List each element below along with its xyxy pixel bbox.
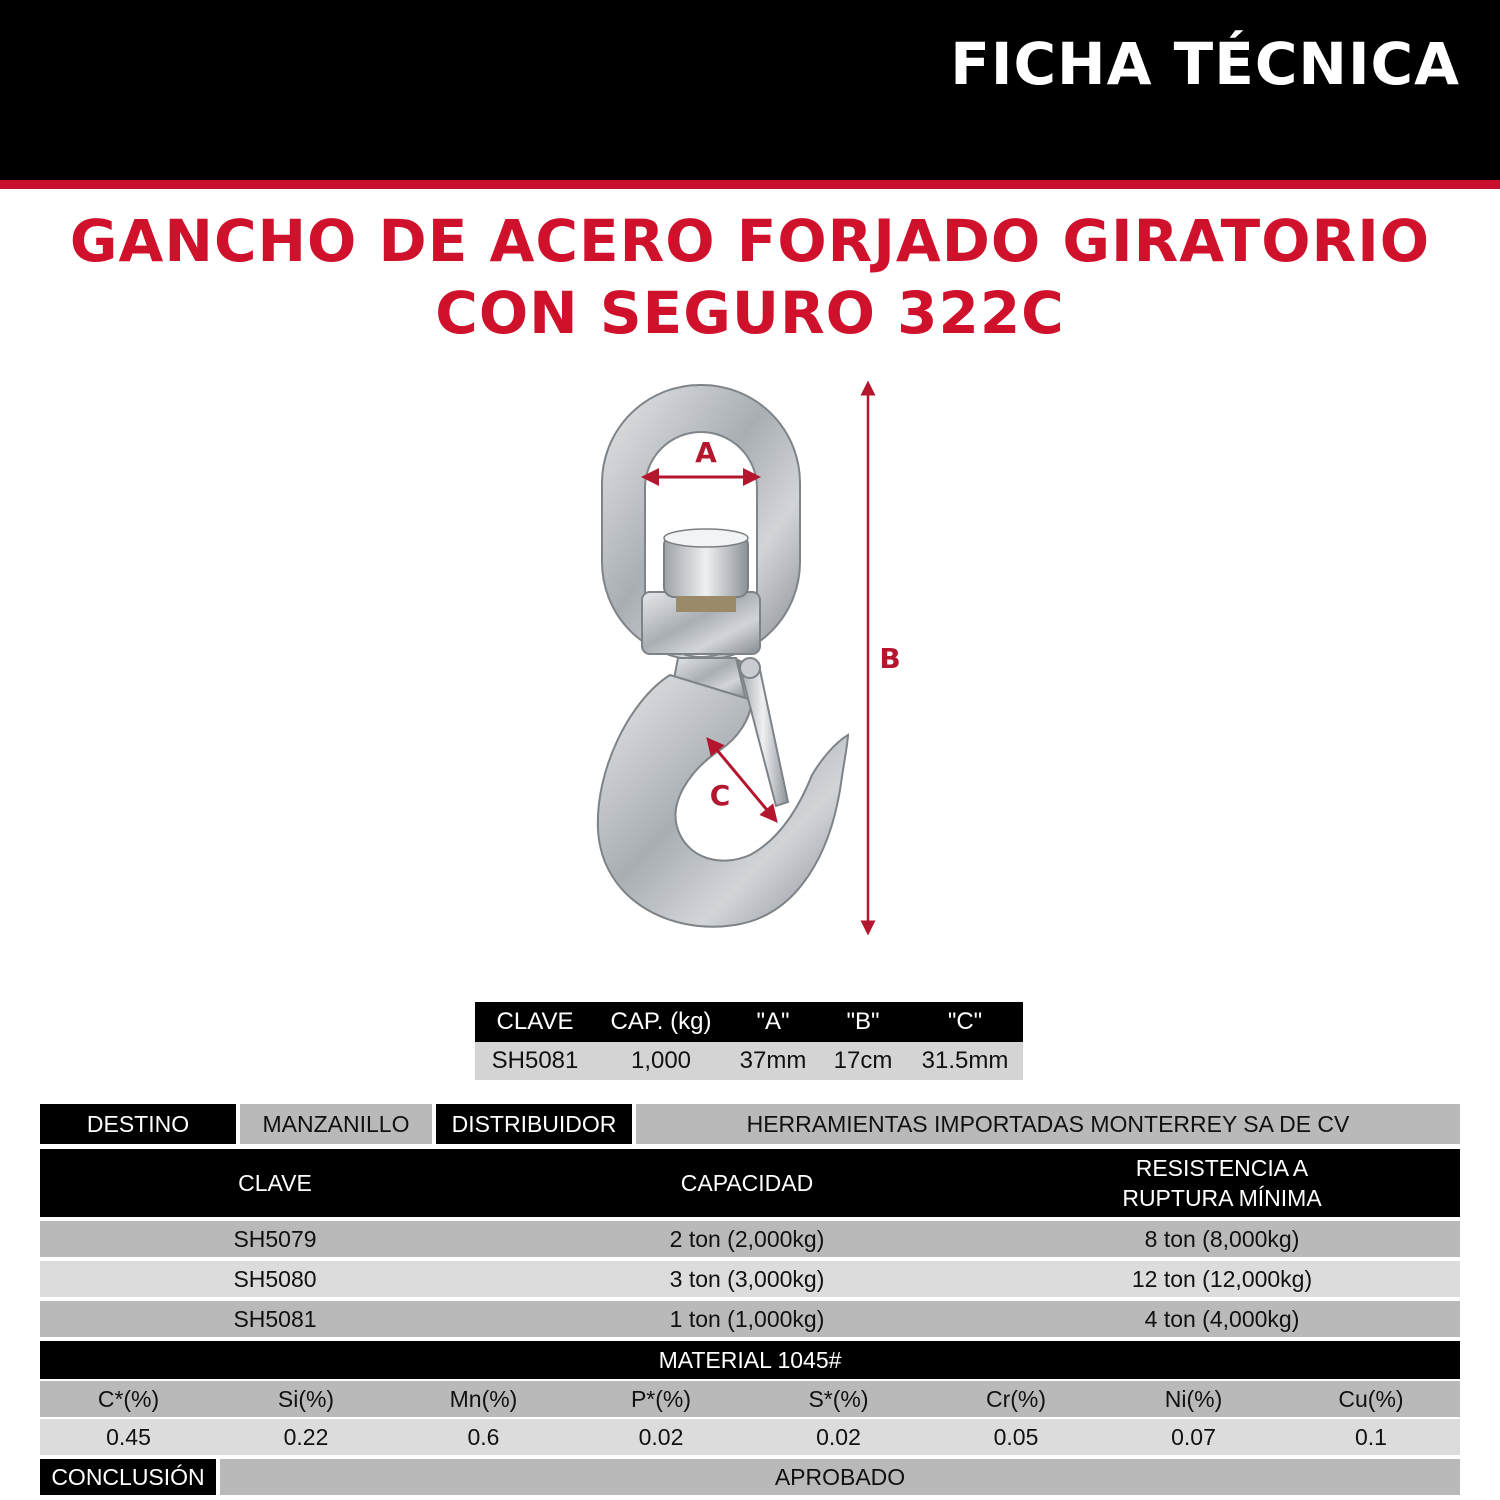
chem-element: C*(%) [97,1385,160,1412]
chem-value: 0.1 [1355,1423,1387,1450]
spec-header-b: "B" [819,1002,907,1042]
chem-element: Cr(%) [985,1385,1047,1412]
chem-value: 0.45 [106,1423,151,1450]
spec-cell-clave: SH5081 [475,1042,595,1080]
material-title: MATERIAL 1045# [658,1346,842,1373]
row-clave: SH5079 [233,1225,317,1252]
product-title [0,205,1500,349]
capacity-header-row [40,1149,1460,1217]
capacity-row [40,1301,1460,1337]
chem-element: Ni(%) [1164,1385,1223,1412]
conclusion-row [40,1459,1460,1495]
conclusion-label: CONCLUSIÓN [40,1459,216,1495]
distribuidor-value: HERRAMIENTAS IMPORTADAS MONTERREY SA DE CV [636,1104,1460,1144]
destino-value: MANZANILLO [240,1104,432,1144]
hook-figure [560,370,940,950]
row-capacidad: 1 ton (1,000kg) [669,1305,825,1332]
chem-value: 0.07 [1171,1423,1216,1450]
row-clave: SH5080 [233,1265,317,1292]
chem-value: 0.02 [816,1423,861,1450]
header-red-stripe [0,180,1500,189]
destination-row [40,1104,1460,1144]
spec-table-row [475,1042,1023,1080]
spec-cell-a: 37mm [727,1042,819,1080]
technical-sheet [40,1104,1460,1495]
conclusion-value: APROBADO [220,1459,1460,1495]
spec-header-a: "A" [727,1002,819,1042]
chem-value: 0.6 [467,1423,500,1450]
capacity-row [40,1261,1460,1297]
chem-value: 0.22 [283,1423,329,1450]
product-title-line1: GANCHO DE ACERO FORJADO GIRATORIO [69,207,1431,275]
row-capacidad: 3 ton (3,000kg) [669,1265,825,1292]
row-capacidad: 2 ton (2,000kg) [669,1225,825,1252]
chem-value: 0.05 [993,1423,1039,1450]
chem-element: P*(%) [630,1385,692,1412]
row-resistencia: 8 ton (8,000kg) [1144,1225,1300,1252]
header-title: FICHA TÉCNICA [950,30,1460,98]
chem-element: Mn(%) [449,1385,518,1412]
spec-table [475,1002,1023,1080]
row-resistencia: 4 ton (4,000kg) [1144,1305,1300,1332]
spec-table-header [475,1002,1023,1042]
distribuidor-label: DISTRIBUIDOR [436,1104,632,1144]
product-title-line2: CON SEGURO 322C [435,279,1065,347]
spec-cell-c: 31.5mm [907,1042,1023,1080]
chem-element: Cu(%) [1338,1385,1404,1412]
chem-element: Si(%) [277,1385,335,1412]
spec-cell-b: 17cm [819,1042,907,1080]
header-clave: CLAVE [238,1170,312,1196]
spec-cell-cap: 1,000 [595,1042,727,1080]
header-resistencia [984,1149,1460,1217]
chem-element-row [40,1381,1460,1417]
row-resistencia: 12 ton (12,000kg) [1131,1265,1313,1292]
header-resistencia-line2: RUPTURA MÍNIMA [1122,1185,1322,1211]
dimension-a-label: A [695,436,717,469]
header-resistencia-line1: RESISTENCIA A [1135,1155,1309,1181]
hook-eye [602,385,800,660]
swivel-pin [664,529,748,612]
destino-label: DESTINO [40,1104,236,1144]
chem-element: S*(%) [808,1385,869,1412]
chem-value: 0.02 [638,1423,684,1450]
dimension-b-label: B [879,642,901,675]
chem-value-row [40,1419,1460,1455]
material-row [40,1341,1460,1379]
spec-header-clave: CLAVE [475,1002,595,1042]
row-clave: SH5081 [233,1305,317,1332]
dimension-c-label: C [709,779,731,812]
header-capacidad: CAPACIDAD [680,1170,814,1196]
spec-header-cap: CAP. (kg) [595,1002,727,1042]
spec-header-c: "C" [907,1002,1023,1042]
capacity-row [40,1221,1460,1257]
